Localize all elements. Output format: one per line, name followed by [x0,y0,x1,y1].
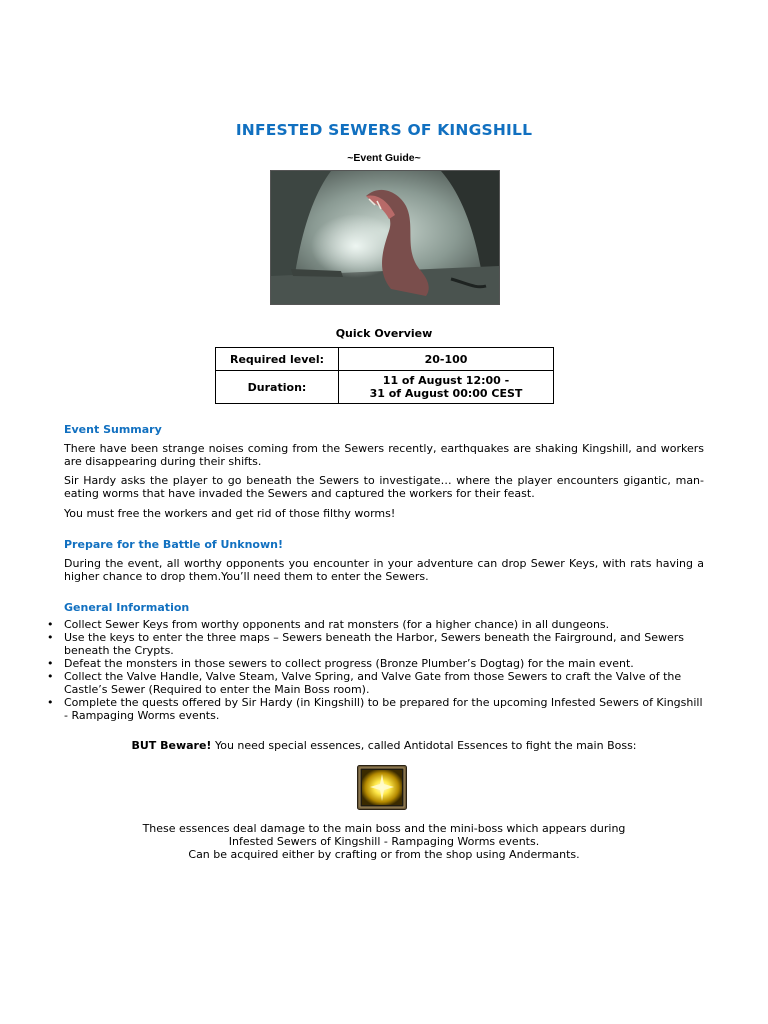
beware-bold: BUT Beware! [131,739,212,752]
duration-start: 11 of August 12:00 - [382,374,510,387]
list-item-text: Use the keys to enter the three maps – Sewers beneath the Harbor, Sewers beneath the Fairground, and Sewers beneath the Crypts. [64,631,684,657]
event-summary-paragraph-2: Sir Hardy asks the player to go beneath the Sewers to investigate… where the player encounters gigantic, man-eating worms that have invaded the Sewers and captured the workers for their feast. [64,474,704,500]
list-item-text: Collect the Valve Handle, Valve Steam, Valve Spring, and Valve Gate from those Sewers to craft the Valve of the Castle’s Sewer (Required to enter the Main Boss room). [64,670,682,696]
list-item-text: Complete the quests offered by Sir Hardy (in Kingshill) to be prepared for the upcoming Infested Sewers of Kingshill - Rampaging Worms events. [64,696,703,722]
list-item [47,657,704,670]
quick-overview-heading: Quick Overview [335,327,433,340]
duration-value [339,371,554,404]
event-summary-paragraph-3: You must free the workers and get rid of those filthy worms! [64,507,396,520]
essence-desc-line-2: Infested Sewers of Kingshill - Rampaging Worms events. [228,835,540,848]
list-item-text: Collect Sewer Keys from worthy opponents and rat monsters (for a higher chance) in all dungeons. [64,618,610,631]
essence-description [0,822,768,861]
beware-line [0,739,768,752]
required-level-label: Required level: [216,348,339,371]
page-subtitle: ~Event Guide~ [347,152,421,164]
general-information-heading: General Information [64,601,190,614]
list-item [47,696,704,722]
bullet: • [47,618,54,631]
bullet: • [47,657,54,670]
prepare-heading: Prepare for the Battle of Unknown! [64,538,283,551]
page-title: INFESTED SEWERS OF KINGSHILL [235,121,533,139]
bullet: • [47,670,54,683]
required-level-value: 20-100 [339,348,554,371]
duration-end: 31 of August 00:00 CEST [369,387,523,400]
overview-table [215,347,554,404]
list-item-text: Defeat the monsters in those sewers to collect progress (Bronze Plumber’s Dogtag) for the main event. [64,657,634,670]
event-summary-paragraph-1: There have been strange noises coming from the Sewers recently, earthquakes are shaking Kingshill, and workers are disappearing during their shifts. [64,442,704,468]
event-summary-heading: Event Summary [64,423,162,436]
essence-desc-line-3: Can be acquired either by crafting or from the shop using Andermants. [188,848,580,861]
prepare-paragraph: During the event, all worthy opponents you encounter in your adventure can drop Sewer Keys, with rats having a higher chance to drop them.You’ll need them to enter the Sewers. [64,557,704,583]
essence-desc-line-1: These essences deal damage to the main boss and the mini-boss which appears during [142,822,626,835]
bullet: • [47,696,54,709]
table-row [216,348,554,371]
antidotal-essence-icon [357,765,407,810]
bullet: • [47,631,54,644]
duration-label: Duration: [216,371,339,404]
beware-text: You need special essences, called Antidotal Essences to fight the main Boss: [211,739,637,752]
list-item [47,631,704,657]
list-item [47,618,704,631]
table-row [216,371,554,404]
general-information-list [47,618,704,722]
list-item [47,670,704,696]
sewer-worm-banner-image [270,170,500,305]
